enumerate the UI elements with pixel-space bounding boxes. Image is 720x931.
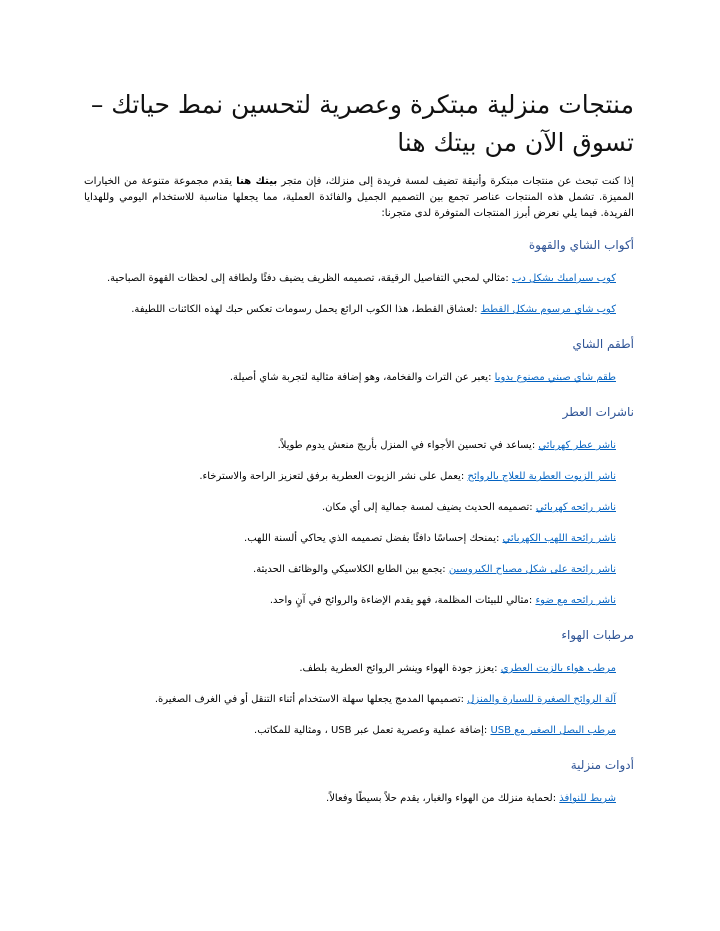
product-link[interactable]: ناشر رائحة اللهب الكهربائي: [502, 533, 616, 544]
page-title: منتجات منزلية مبتكرة وعصرية لتحسين نمط حياتك – تسوق الآن من بيتك هنا: [90, 90, 634, 157]
section-heading-humidifiers: مرطبات الهواء: [561, 628, 634, 642]
product-link[interactable]: ناشر رائحه كهربائي: [535, 502, 616, 513]
list-item: كوب سيراميك بشكل دب :مثالي لمحبي التفاصيل الرقيقة، تصميمه الظريف يضيف دفئًا ولطافة إلى لحظات القهوة الصباحية.: [107, 273, 616, 284]
product-link[interactable]: مرطب البصل الصغير مع USB: [490, 725, 616, 736]
list-item: كوب شاي مرسوم بشكل القطط :لعشاق القطط، هذا الكوب الرائع يحمل رسومات تعكس حبك لهذه الكائنات اللطيفة.: [131, 304, 616, 315]
product-link[interactable]: ناشر الزيوت العطرية للعلاج بالروائح: [467, 471, 616, 482]
list-item: ناشر عطر كهربائي :يساعد في تحسين الأجواء في المنزل بأريج منعش يدوم طويلاً.: [277, 440, 616, 451]
product-link[interactable]: شريط للنوافذ: [559, 793, 616, 804]
product-link[interactable]: كوب سيراميك بشكل دب: [511, 273, 616, 284]
list-item: ناشر رائحه كهربائي :تصميمه الحديث يضيف لمسة جمالية إلى أي مكان.: [321, 502, 616, 513]
list-item: مرطب هواء بالزيت العطري :يعزز جودة الهواء وينشر الروائح العطرية بلطف.: [299, 663, 616, 674]
product-link[interactable]: آلة الروائح الصغيرة للسيارة والمنزل: [467, 694, 616, 705]
section-heading-diffusers: ناشرات العطر: [562, 405, 634, 419]
section-heading-tea-sets: أطقم الشاي: [572, 337, 634, 351]
product-link[interactable]: طقم شاي صيني مصنوع يدويا: [494, 372, 616, 383]
intro-paragraph: [84, 174, 634, 222]
product-link[interactable]: كوب شاي مرسوم بشكل القطط: [480, 304, 616, 315]
product-link[interactable]: ناشر رائحه مع ضوء: [535, 595, 616, 606]
list-item: ناشر رائحه مع ضوء :مثالي للبيئات المظلمة، فهو يقدم الإضاءة والروائح في آنٍ واحد.: [269, 595, 616, 606]
intro-text-2: يقدم مجموعة متنوعة من الخيارات المميزة. تشمل هذه المنتجات عناصر تجمع بين التصميم الجميل والفائدة العملية، مما يجعلها مناسبة للاستخدام اليومي وللهدايا الفريدة. فيما يلي نعرض أبرز المنتجات المتوفرة لدى متجرنا:: [84, 176, 634, 219]
list-item: ناشر الزيوت العطرية للعلاج بالروائح :يعمل على نشر الزيوت العطرية برفق لتعزيز الراحة والاسترخاء.: [199, 471, 616, 482]
list-item: ناشر رائحة على شكل مصباح الكيروسين :يجمع بين الطابع الكلاسيكي والوظائف الحديثة.: [253, 564, 616, 575]
product-link[interactable]: ناشر عطر كهربائي: [538, 440, 616, 451]
section-heading-home-tools: أدوات منزلية: [570, 758, 634, 772]
list-item: آلة الروائح الصغيرة للسيارة والمنزل :تصميمها المدمج يجعلها سهلة الاستخدام أثناء التنقل أو في الغرف الصغيرة.: [154, 694, 616, 705]
section-heading-mugs: أكواب الشاي والقهوة: [528, 238, 634, 252]
list-item: ناشر رائحة اللهب الكهربائي :يمنحك إحساسًا دافئًا بفضل تصميمه الذي يحاكي ألسنة اللهب.: [244, 533, 616, 544]
list-item: مرطب البصل الصغير مع USB :إضافة عملية وعصرية تعمل عبر USB ، ومثالية للمكاتب.: [254, 725, 616, 736]
product-link[interactable]: ناشر رائحة على شكل مصباح الكيروسين: [448, 564, 616, 575]
intro-text-1: إذا كنت تبحث عن منتجات مبتكرة وأنيقة تضيف لمسة فريدة إلى منزلك، فإن متجر: [277, 176, 634, 187]
list-item: طقم شاي صيني مصنوع يدويا :يعبر عن التراث والفخامة، وهو إضافة مثالية لتجربة شاي أصيلة.: [229, 372, 616, 383]
list-item: شريط للنوافذ :لحماية منزلك من الهواء والغبار، يقدم حلاً بسيطًا وفعالاً.: [326, 793, 616, 804]
store-name: بيتك هنا: [236, 176, 278, 187]
product-link[interactable]: مرطب هواء بالزيت العطري: [500, 663, 616, 674]
